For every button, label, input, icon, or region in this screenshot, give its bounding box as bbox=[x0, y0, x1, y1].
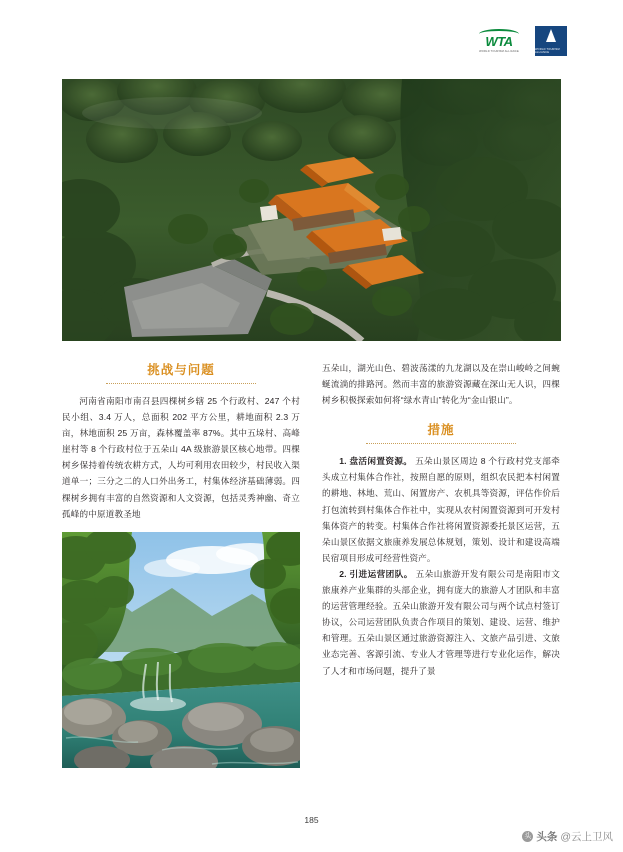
left-column bbox=[62, 360, 300, 768]
section-title-challenges: 挑战与问题 bbox=[147, 363, 215, 377]
header-logos bbox=[473, 26, 567, 56]
torch-icon bbox=[546, 29, 556, 42]
article-body bbox=[62, 360, 561, 768]
page-number: 185 bbox=[304, 815, 319, 825]
measure-1-number: 1. bbox=[339, 456, 347, 467]
paragraph-challenges: 河南省南阳市南召县四棵树乡辖 25 个行政村、247 个村民小组、3.4 万人，总面积 202 平方公里，耕地面积 2.3 万亩，林地面积 25 万亩，森林覆盖率 87%。其中五垛村、高峰崖村等 8 个行政村位于五朵山 4A 级旅游景区核心地带。四棵树乡保持着传统农耕方式，人均可利用农田较少，村民收入渠道单一；三分之二的人口外出务工，村集体经济基础薄弱。四棵树乡拥有丰富的自然资源和人文资源，包括灵秀神幽、奇立孤峰的中原道教圣地 bbox=[62, 396, 300, 519]
measure-2-heading: 引进运营团队。 bbox=[349, 568, 413, 579]
watermark-badge-icon: 头 bbox=[524, 833, 532, 840]
hero-photograph bbox=[62, 79, 561, 341]
title-divider bbox=[106, 383, 256, 384]
title-divider-measures bbox=[366, 443, 516, 444]
wta-logo-subtitle: WORLD TOURISM ALLIANCE bbox=[479, 50, 519, 53]
watermark-handle: @云上卫风 bbox=[560, 831, 613, 843]
measure-2-text: 五朵山旅游开发有限公司是南阳市文旅康养产业集群的头部企业，拥有庞大的旅游人才团队和丰富的运营管理经验。五朵山旅游开发有限公司与两个试点村签订协议，公司运营团队负责合作项目的策划、建设、运营、维护和管理。五朵山景区通过旅游资源注入、文旅产品引进、文旅业态完善、客源引流、专业人才管理等进行专业化运作，解决了人才和市场问题，提升了景 bbox=[322, 568, 560, 676]
measure-item-1 bbox=[322, 453, 560, 566]
measure-item-2 bbox=[322, 566, 560, 679]
paragraph-challenges-continued: 五朵山，湖光山色、碧波荡漾的九龙湖以及在崇山峻岭之间蜿蜒流淌的排路河。然而丰富的旅游资源藏在深山无人识，四棵树乡积极探索如何将“绿水青山”转化为“金山银山”。 bbox=[322, 363, 560, 406]
stream-photograph bbox=[62, 532, 300, 768]
right-column bbox=[322, 360, 560, 768]
watermark bbox=[522, 829, 613, 844]
measure-1-text: 五朵山景区周边 8 个行政村党支部牵头成立村集体合作社，按照自愿的原则，组织农民把本村闲置的耕地、林地、荒山、闲置房产、农机具等资源，评估作价后打包流转到村集体合作社中，实现从农村闲置资源到可开发村集体资产的转变。村集体合作社将闲置资源委托景区运营，五朵山景区依据文旅康养发展总体规划，策划、设计和建设高端民宿项目形成可经营性资产。 bbox=[322, 456, 560, 563]
section-title-measures: 措施 bbox=[427, 423, 455, 438]
measure-2-number: 2. bbox=[339, 568, 347, 579]
watermark-label: 头条 bbox=[536, 831, 558, 843]
measure-1-heading: 盘活闲置资源。 bbox=[349, 456, 413, 467]
secondary-logo bbox=[535, 26, 567, 56]
secondary-logo-subtitle: WORLD TOURISM ALLIANCE bbox=[535, 48, 560, 54]
wta-logo-mark: WTA bbox=[485, 34, 513, 49]
wta-logo bbox=[473, 26, 525, 56]
